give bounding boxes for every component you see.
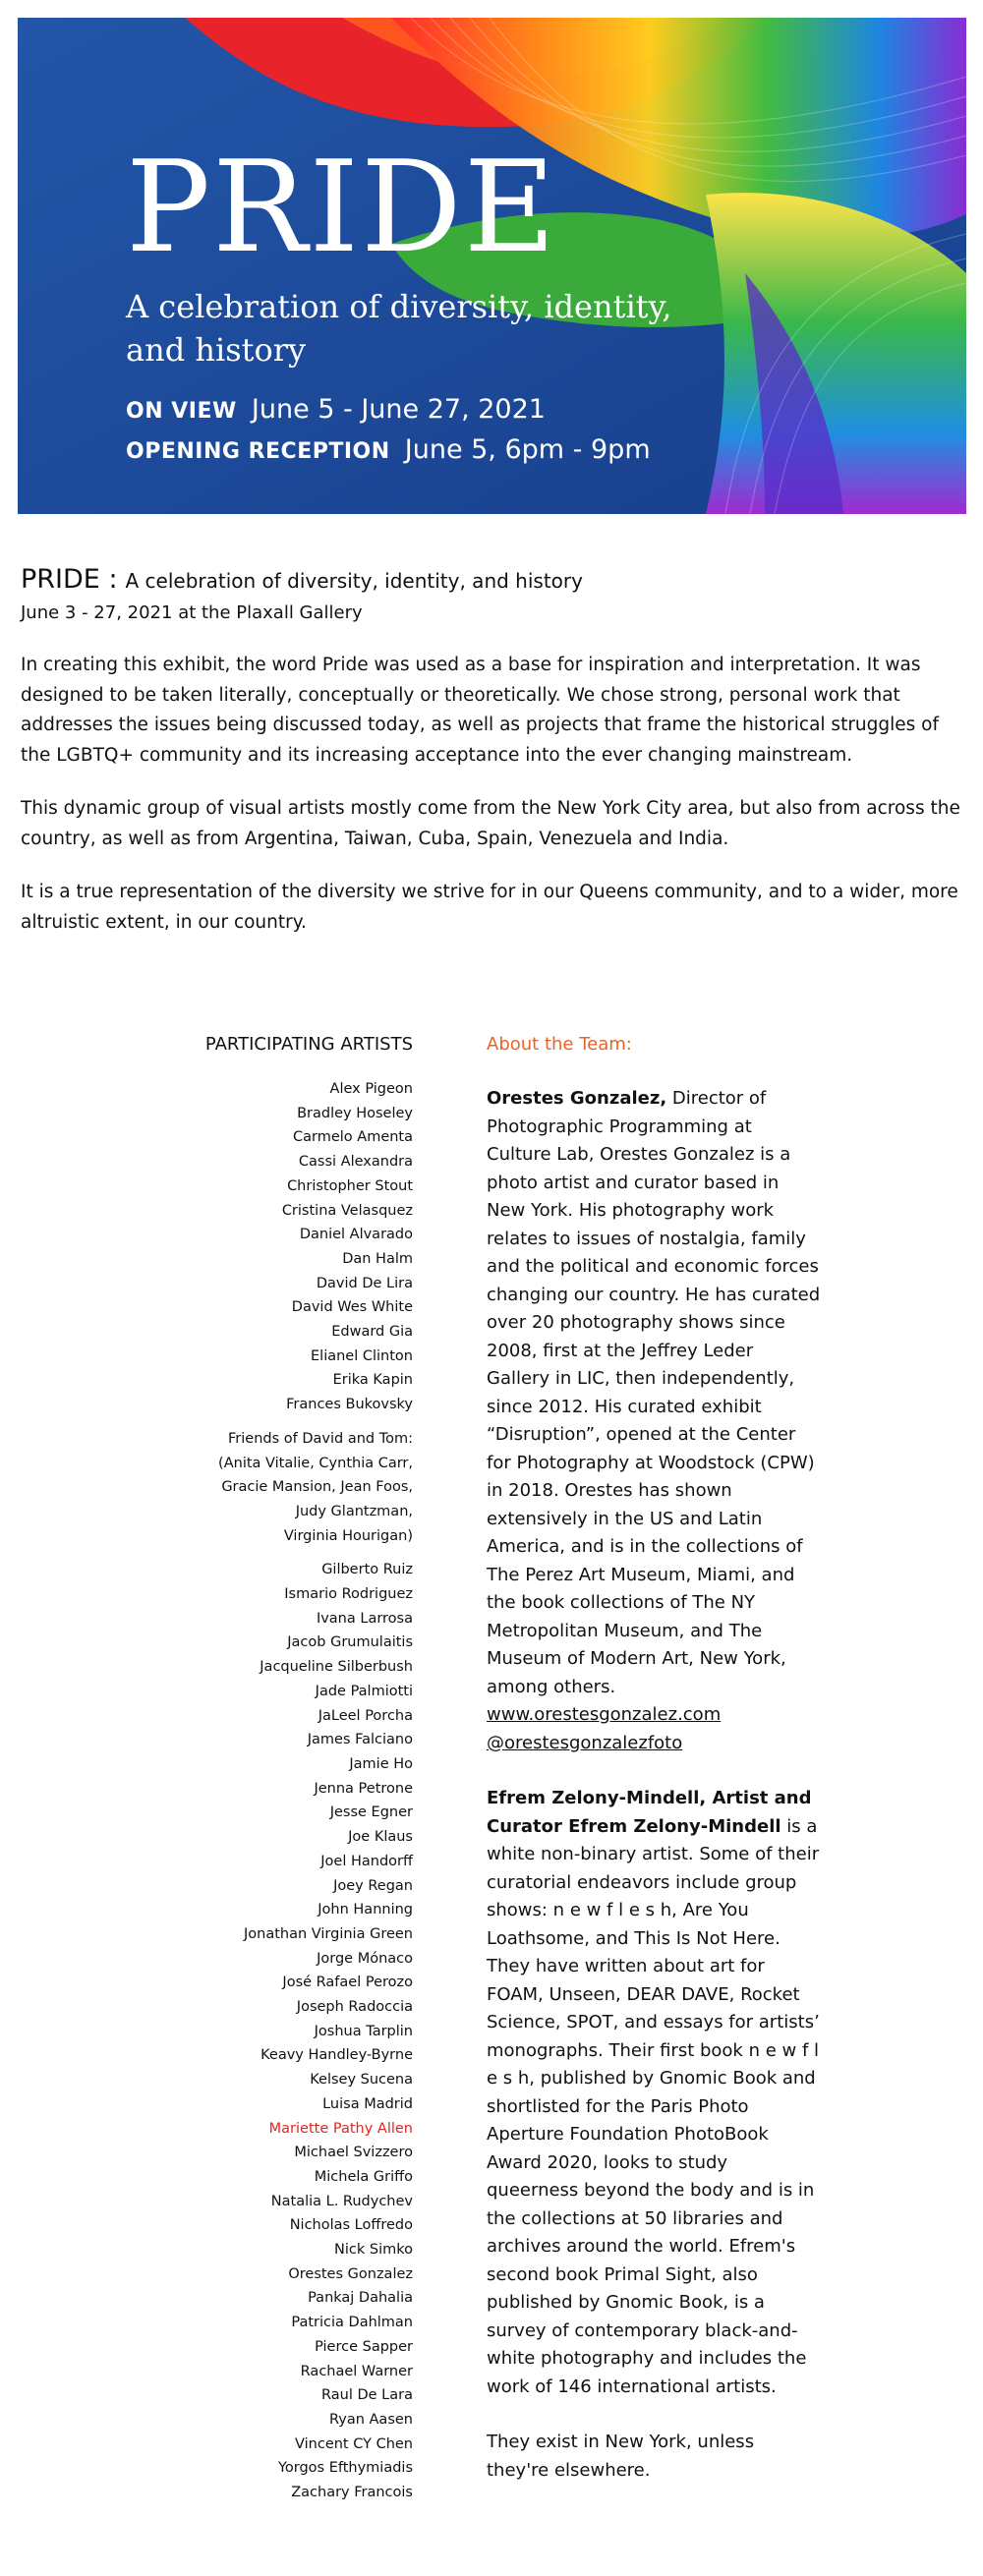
artist-name: Rachael Warner [300, 2363, 413, 2379]
team-closing: They exist in New York, unless they're elsewhere. [487, 2432, 755, 2481]
artist-name: Carmelo Amenta [293, 1129, 413, 1146]
artist-name: David Wes White [291, 1299, 413, 1316]
artist-name: Jacqueline Silberbush [260, 1659, 413, 1676]
artists-list-1 [118, 1077, 413, 1417]
artists-heading: PARTICIPATING ARTISTS [204, 1034, 413, 1055]
artist-name: Joel Handorff [320, 1853, 413, 1869]
efrem-bio-text: is a white non-binary artist. Some of their curatorial endeavors include group shows: n e w f l e s h, Are You Loathsome, and This Is Not Here. They have written about art for FOAM, Unseen, DEAR DAVE, Rocket Science, SPOT, and essays for artists’ monographs. Their first book n e w f l e s h, published by Gnomic Book and shortlisted for the Paris Photo Aperture Foundation PhotoBook Award 2020, looks to study queerness beyond the body and is in the collections at 50 libraries and archives around the world. Efrem's second book Primal Sight, also published by Gnomic Book, is a survey of contemporary black-and-white photography and includes the work of 146 international artists. [487, 1815, 820, 2397]
banner-title: PRIDE [126, 135, 558, 281]
orestes-bio-text: Director of Photographic Programming at Culture Lab, Orestes Gonzalez is a photo artist and curator based in New York. His photography work relates to issues of nostalgia, family and the political and economic forces changing our country. He has curated over 20 photography shows since 2008, first at the Jeffrey Leder Gallery in LIC, then independently, since 2012. His curated exhibit “Disruption”, opened at the Center for Photography at Woodstock (CPW) in 2018. Orestes has shown extensively in the US and Latin America, and is in the collections of The Perez Art Museum, Miami, and the book collections of The NY Metropolitan Museum, and The Museum of Modern Art, New York, among others. [487, 1088, 821, 1697]
team-heading: About the Team: [487, 1034, 632, 1055]
about-the-team [487, 1032, 821, 2485]
orestes-instagram-link[interactable]: @orestesgonzalezfoto [487, 1732, 683, 1753]
artist-name: Joshua Tarplin [314, 2023, 413, 2039]
on-view-label: ON VIEW [126, 399, 237, 424]
artist-name: Christopher Stout [287, 1177, 413, 1194]
artist-name: Cassi Alexandra [298, 1154, 413, 1171]
artist-name: James Falciano [307, 1732, 413, 1748]
artist-name: Michela Griffo [314, 2168, 413, 2185]
artist-name: Kelsey Sucena [310, 2072, 413, 2089]
artist-name: Pierce Sapper [315, 2338, 413, 2355]
artist-name: Luisa Madrid [322, 2095, 413, 2112]
artist-name: Zachary Francois [291, 2485, 413, 2501]
friends-line: Virginia Hourigan) [283, 1527, 413, 1544]
artist-name: Joseph Radoccia [296, 1999, 413, 2016]
artist-name: Ivana Larrosa [316, 1610, 413, 1627]
artist-name: Jacob Grumulaitis [287, 1634, 413, 1651]
artist-name: Pankaj Dahalia [308, 2290, 413, 2307]
artist-name: Bradley Hoseley [297, 1105, 413, 1121]
on-view-dates: June 5 - June 27, 2021 [251, 394, 546, 425]
artist-name: Patricia Dahlman [291, 2315, 413, 2331]
artist-name: Mariette Pathy Allen [268, 2120, 413, 2137]
artist-name: Ryan Aasen [328, 2411, 413, 2428]
artist-name: Erika Kapin [332, 1372, 413, 1389]
efrem-name: Efrem Zelony-Mindell, Artist and Curator Efrem Zelony-Mindell [487, 1788, 812, 1837]
artist-name: Joe Klaus [348, 1829, 413, 1846]
artist-name: Jade Palmiotti [315, 1683, 413, 1699]
exhibit-title-word: PRIDE : [21, 564, 118, 595]
artist-name: Jesse Egner [329, 1804, 413, 1821]
artist-name: Frances Bukovsky [286, 1397, 413, 1413]
artist-name: Vincent CY Chen [295, 2435, 413, 2452]
artist-name: Daniel Alvarado [299, 1227, 413, 1243]
artist-name: Joey Regan [333, 1877, 413, 1894]
orestes-name: Orestes Gonzalez, [487, 1088, 667, 1109]
exhibit-dateline: June 3 - 27, 2021 at the Plaxall Gallery [21, 602, 363, 623]
intro-paragraph-3: It is a true representation of the diversity we strive for in our Queens community, and to a wider, more altruistic extent, in our country. [21, 882, 958, 933]
reception-label: OPENING RECEPTION [126, 439, 390, 464]
artists-list-2 [118, 1558, 413, 2504]
artist-name: Keavy Handley-Byrne [260, 2047, 413, 2064]
artist-name: Dan Halm [342, 1250, 413, 1267]
artist-name: David De Lira [316, 1275, 413, 1291]
artist-name: Cristina Velasquez [281, 1202, 413, 1219]
banner-subtitle: A celebration of diversity, identity, and history [126, 288, 672, 369]
exhibit-title [21, 563, 966, 598]
artist-name: Gilberto Ruiz [321, 1562, 413, 1578]
artist-name: Jonathan Virginia Green [244, 1925, 413, 1942]
artist-name: Yorgos Efthymiadis [277, 2460, 413, 2477]
artist-name: Jamie Ho [349, 1755, 413, 1772]
exhibit-intro [21, 563, 966, 938]
friends-line: Judy Glantzman, [295, 1503, 413, 1519]
artist-name: Michael Svizzero [294, 2145, 413, 2161]
intro-paragraph-1: In creating this exhibit, the word Pride was used as a base for inspiration and interpretation. It was designed to be taken literally, conceptually or theoretically. We chose strong, personal work that addresses the issues being discussed today, as well as projects that frame the historical struggles of the LGBTQ+ community and its increasing acceptance into the ever changing mainstream. [21, 655, 940, 766]
friends-line: Gracie Mansion, Jean Foos, [221, 1479, 413, 1496]
artist-name: Jenna Petrone [314, 1780, 413, 1797]
pride-banner [18, 18, 966, 514]
orestes-bio [487, 1085, 821, 1757]
artist-name: Elianel Clinton [311, 1347, 413, 1364]
reception-time: June 5, 6pm - 9pm [404, 434, 651, 465]
on-view-line [126, 394, 546, 425]
artist-name: Edward Gia [331, 1324, 413, 1341]
artist-name: Alex Pigeon [329, 1081, 413, 1097]
intro-paragraph-2: This dynamic group of visual artists mostly come from the New York City area, but also from across the country, as well as from Argentina, Taiwan, Cuba, Spain, Venezuela and India. [21, 798, 960, 849]
participating-artists [118, 1032, 413, 2505]
artist-name: Nick Simko [334, 2242, 413, 2259]
exhibit-title-rest: A celebration of diversity, identity, and history [125, 569, 583, 593]
artist-name: Raul De Lara [321, 2387, 413, 2404]
artist-name: John Hanning [318, 1902, 413, 1918]
artist-name: Nicholas Loffredo [289, 2217, 413, 2234]
orestes-website-link[interactable]: www.orestesgonzalez.com [487, 1704, 722, 1725]
friends-of-david-and-tom [118, 1427, 413, 1549]
efrem-bio [487, 1785, 821, 2401]
artist-name: Ismario Rodriguez [284, 1586, 413, 1603]
friends-line: Friends of David and Tom: [228, 1430, 413, 1447]
artist-name: Jorge Mónaco [317, 1950, 413, 1967]
reception-line [126, 434, 651, 465]
friends-line: (Anita Vitalie, Cynthia Carr, [218, 1455, 413, 1471]
artist-name: Orestes Gonzalez [288, 2265, 413, 2282]
artist-name: José Rafael Perozo [282, 1975, 413, 1991]
artist-name: Natalia L. Rudychev [270, 2193, 413, 2209]
artist-name: JaLeel Porcha [318, 1707, 413, 1724]
